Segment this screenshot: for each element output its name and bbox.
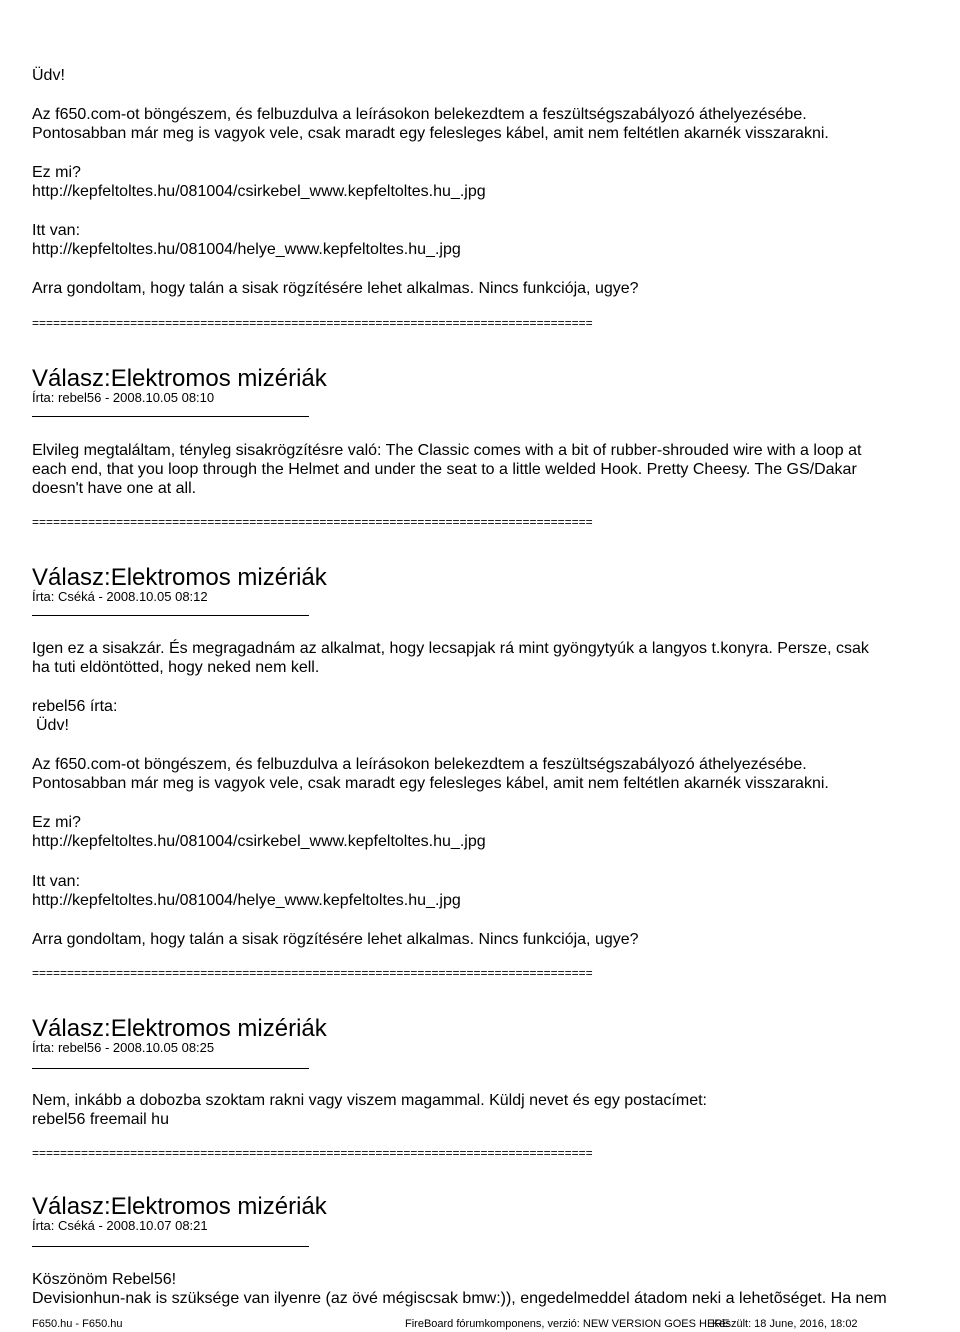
- intro-here-label: Itt van:: [32, 222, 81, 239]
- separator: ================================================================================: [32, 515, 593, 529]
- quote-closing: Arra gondoltam, hogy talán a sisak rögzítésére lehet alkalmas. Nincs funkciója, ugye?: [32, 931, 639, 948]
- post-meta: Írta: Cséká - 2008.10.07 08:21: [32, 1218, 208, 1233]
- post-body-line: Nem, inkább a dobozba szoktam rakni vagy viszem magammal. Küldj nevet és egy postacímet:: [32, 1092, 707, 1109]
- footer-component: FireBoard fórumkomponens, verzió: NEW VERSION GOES HERE: [405, 1318, 730, 1330]
- post-title: Válasz:Elektromos mizériák: [32, 564, 327, 591]
- post-divider: [32, 1068, 309, 1069]
- post-body-line: rebel56 freemail hu: [32, 1111, 169, 1128]
- intro-url-2[interactable]: http://kepfeltoltes.hu/081004/helye_www.kepfeltoltes.hu_.jpg: [32, 241, 461, 258]
- separator: ================================================================================: [32, 316, 593, 330]
- post-body-line: ha tuti eldöntötted, hogy neked nem kell.: [32, 659, 320, 676]
- quote-url-2[interactable]: http://kepfeltoltes.hu/081004/helye_www.kepfeltoltes.hu_.jpg: [32, 892, 461, 909]
- quote-here-label: Itt van:: [32, 873, 81, 890]
- post-title: Válasz:Elektromos mizériák: [32, 1015, 327, 1042]
- intro-question: Ez mi?: [32, 164, 81, 181]
- intro-url-1[interactable]: http://kepfeltoltes.hu/081004/csirkebel_www.kepfeltoltes.hu_.jpg: [32, 183, 486, 200]
- post-meta: Írta: Cséká - 2008.10.05 08:12: [32, 589, 208, 604]
- quote-paragraph-line-1: Az f650.com-ot böngészem, és felbuzdulva a leírásokon belekezdtem a feszültségszabályozó áthelyezésébe.: [32, 756, 807, 773]
- quote-greeting: Üdv!: [36, 717, 69, 734]
- post-body-line: Devisionhun-nak is szüksége van ilyenre (az övé mégiscsak bmw:)), engedelmeddel átadom neki a lehetõséget. Ha nem: [32, 1290, 887, 1307]
- footer-site: F650.hu - F650.hu: [32, 1318, 123, 1330]
- separator: ================================================================================: [32, 966, 593, 980]
- quote-url-1[interactable]: http://kepfeltoltes.hu/081004/csirkebel_www.kepfeltoltes.hu_.jpg: [32, 833, 486, 850]
- separator: ================================================================================: [32, 1146, 593, 1160]
- post-title: Válasz:Elektromos mizériák: [32, 365, 327, 392]
- quote-question: Ez mi?: [32, 814, 81, 831]
- quote-paragraph-line-2: Pontosabban már meg is vagyok vele, csak maradt egy felesleges kábel, amit nem feltétlen akarnék visszarakni.: [32, 775, 829, 792]
- footer-created: Készült: 18 June, 2016, 18:02: [712, 1318, 858, 1330]
- post-divider: [32, 615, 309, 616]
- post-body-line: doesn't have one at all.: [32, 480, 197, 497]
- intro-paragraph-line-2: Pontosabban már meg is vagyok vele, csak maradt egy felesleges kábel, amit nem feltétlen akarnék visszarakni.: [32, 125, 829, 142]
- post-body-line: Elvileg megtaláltam, tényleg sisakrögzítésre való: The Classic comes with a bit of rubber-shrouded wire with a loop at: [32, 442, 862, 459]
- post-body-line: Köszönöm Rebel56!: [32, 1271, 177, 1288]
- post-divider: [32, 1246, 309, 1247]
- quote-header: rebel56 írta:: [32, 698, 118, 715]
- post-meta: Írta: rebel56 - 2008.10.05 08:10: [32, 390, 215, 405]
- post-body-line: each end, that you loop through the Helmet and under the seat to a little welded Hook. Pretty Cheesy. The GS/Dakar: [32, 461, 857, 478]
- post-body-line: Igen ez a sisakzár. És megragadnám az alkalmat, hogy lecsapjak rá mint gyöngytyúk a langyos t.konyra. Persze, csak: [32, 640, 869, 657]
- post-meta: Írta: rebel56 - 2008.10.05 08:25: [32, 1040, 215, 1055]
- intro-paragraph-line-1: Az f650.com-ot böngészem, és felbuzdulva a leírásokon belekezdtem a feszültségszabályozó áthelyezésébe.: [32, 106, 807, 123]
- post-divider: [32, 416, 309, 417]
- intro-closing: Arra gondoltam, hogy talán a sisak rögzítésére lehet alkalmas. Nincs funkciója, ugye?: [32, 280, 639, 297]
- post-title: Válasz:Elektromos mizériák: [32, 1193, 327, 1220]
- intro-greeting: Üdv!: [32, 67, 65, 84]
